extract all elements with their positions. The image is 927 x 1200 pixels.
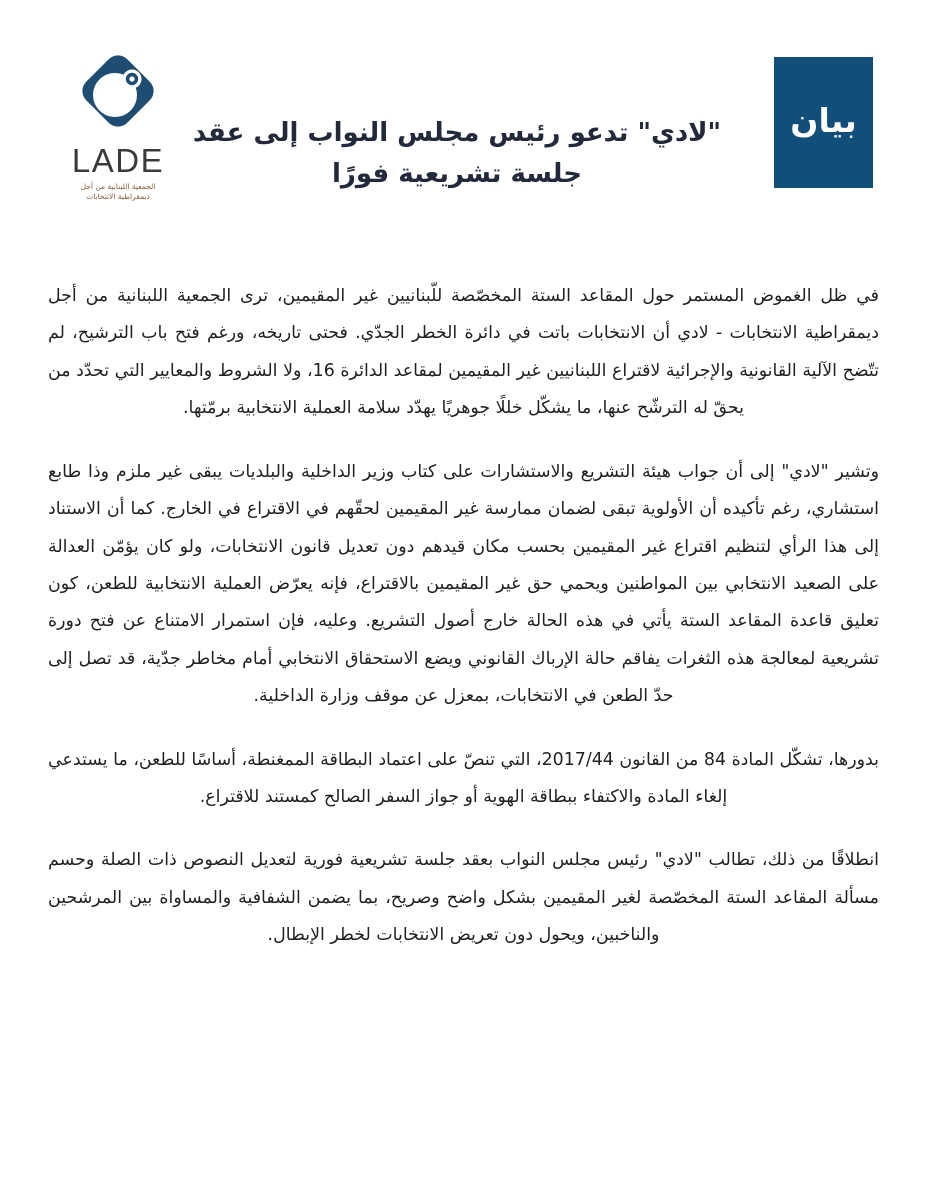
body-paragraph: بدورها، تشكّل المادة 84 من القانون 2017/44، التي تنصّ على اعتماد البطاقة الممغنطة، أساسًا للطعن، ما يستدعي إلغاء المادة والاكتفاء ببطاقة الهوية أو جواز السفر الصالح كمستند للاقتراع. — [48, 749, 879, 808]
body-paragraph: في ظل الغموض المستمر حول المقاعد الستة المخصّصة للّبنانيين غير المقيمين، ترى الجمعية اللبنانية من أجل ديمقراطية الانتخابات - لادي أن الانتخابات باتت في دائرة الخطر الجدّي. فحتى تاريخه، ورغم فتح باب الترشيح، لم تتّضح الآلية القانونية والإجرائية لاقتراع اللبنانيين غير المقيمين لمقاعد الدائرة 16، ولا الشروط والمعايير التي تحدّد من يحقّ له الترشّح عنها، ما يشكّل خللًا جوهريًا يهدّد سلامة العملية الانتخابية برمّتها. — [48, 286, 879, 419]
page-title: "لادي" تدعو رئيس مجلس النواب إلى عقد جلسة تشريعية فورًا — [192, 118, 722, 189]
lade-wordmark: LADE — [71, 142, 165, 179]
document-header — [0, 0, 927, 235]
body-paragraph: انطلاقًا من ذلك، تطالب "لادي" رئيس مجلس النواب بعقد جلسة تشريعية فورية لتعديل النصوص ذات الصلة وحسم مسألة المقاعد الستة المخصّصة لغير المقيمين بشكل واضح وصريح، بما يضمن الشفافية والمساواة بين المرشحين والناخبين، ويحول دون تعريض الانتخابات لخطر الإبطال. — [48, 850, 879, 946]
body-paragraph: وتشير "لادي" إلى أن جواب هيئة التشريع والاستشارات على كتاب وزير الداخلية والبلديات يبقى غير ملزم وذا طابع استشاري، رغم تأكيده أن الأولوية تبقى لضمان ممارسة غير المقيمين لحقّهم في الاقتراع في الخارج. كما أن الاستناد إلى هذا الرأي لتنظيم اقتراع غير المقيمين بحسب مكان قيدهم دون تعديل قانون الانتخابات، ولو كان يؤمّن العدالة على الصعيد الانتخابي بين المواطنين ويحمي حق غير المقيمين بالاقتراع، فإنه يعرّض العملية الانتخابية للطعن، كون تعليق قاعدة المقاعد الستة يأتي في هذه الحالة خارج أصول التشريع. وعليه، فإن استمرار الامتناع عن فتح دورة تشريعية لمعالجة هذه الثغرات يفاقم حالة الإرباك القانوني ويضع الاستحقاق الانتخابي أمام مخاطر جدّية، قد تصل إلى حدّ الطعن في الانتخابات، بمعزل عن موقف وزارة الداخلية. — [48, 461, 879, 707]
lade-subtext-line-2: ديمقراطية الانتخابات — [86, 192, 150, 202]
lade-logo — [48, 48, 188, 202]
statement-badge — [774, 57, 873, 188]
lade-subtext-line-1: الجمعية اللبنانية من أجل — [80, 182, 156, 191]
statement-badge-label: بيان — [790, 101, 857, 140]
document-body — [48, 278, 879, 955]
lade-subtext — [48, 182, 188, 202]
lade-logo-mark-icon — [75, 48, 161, 134]
